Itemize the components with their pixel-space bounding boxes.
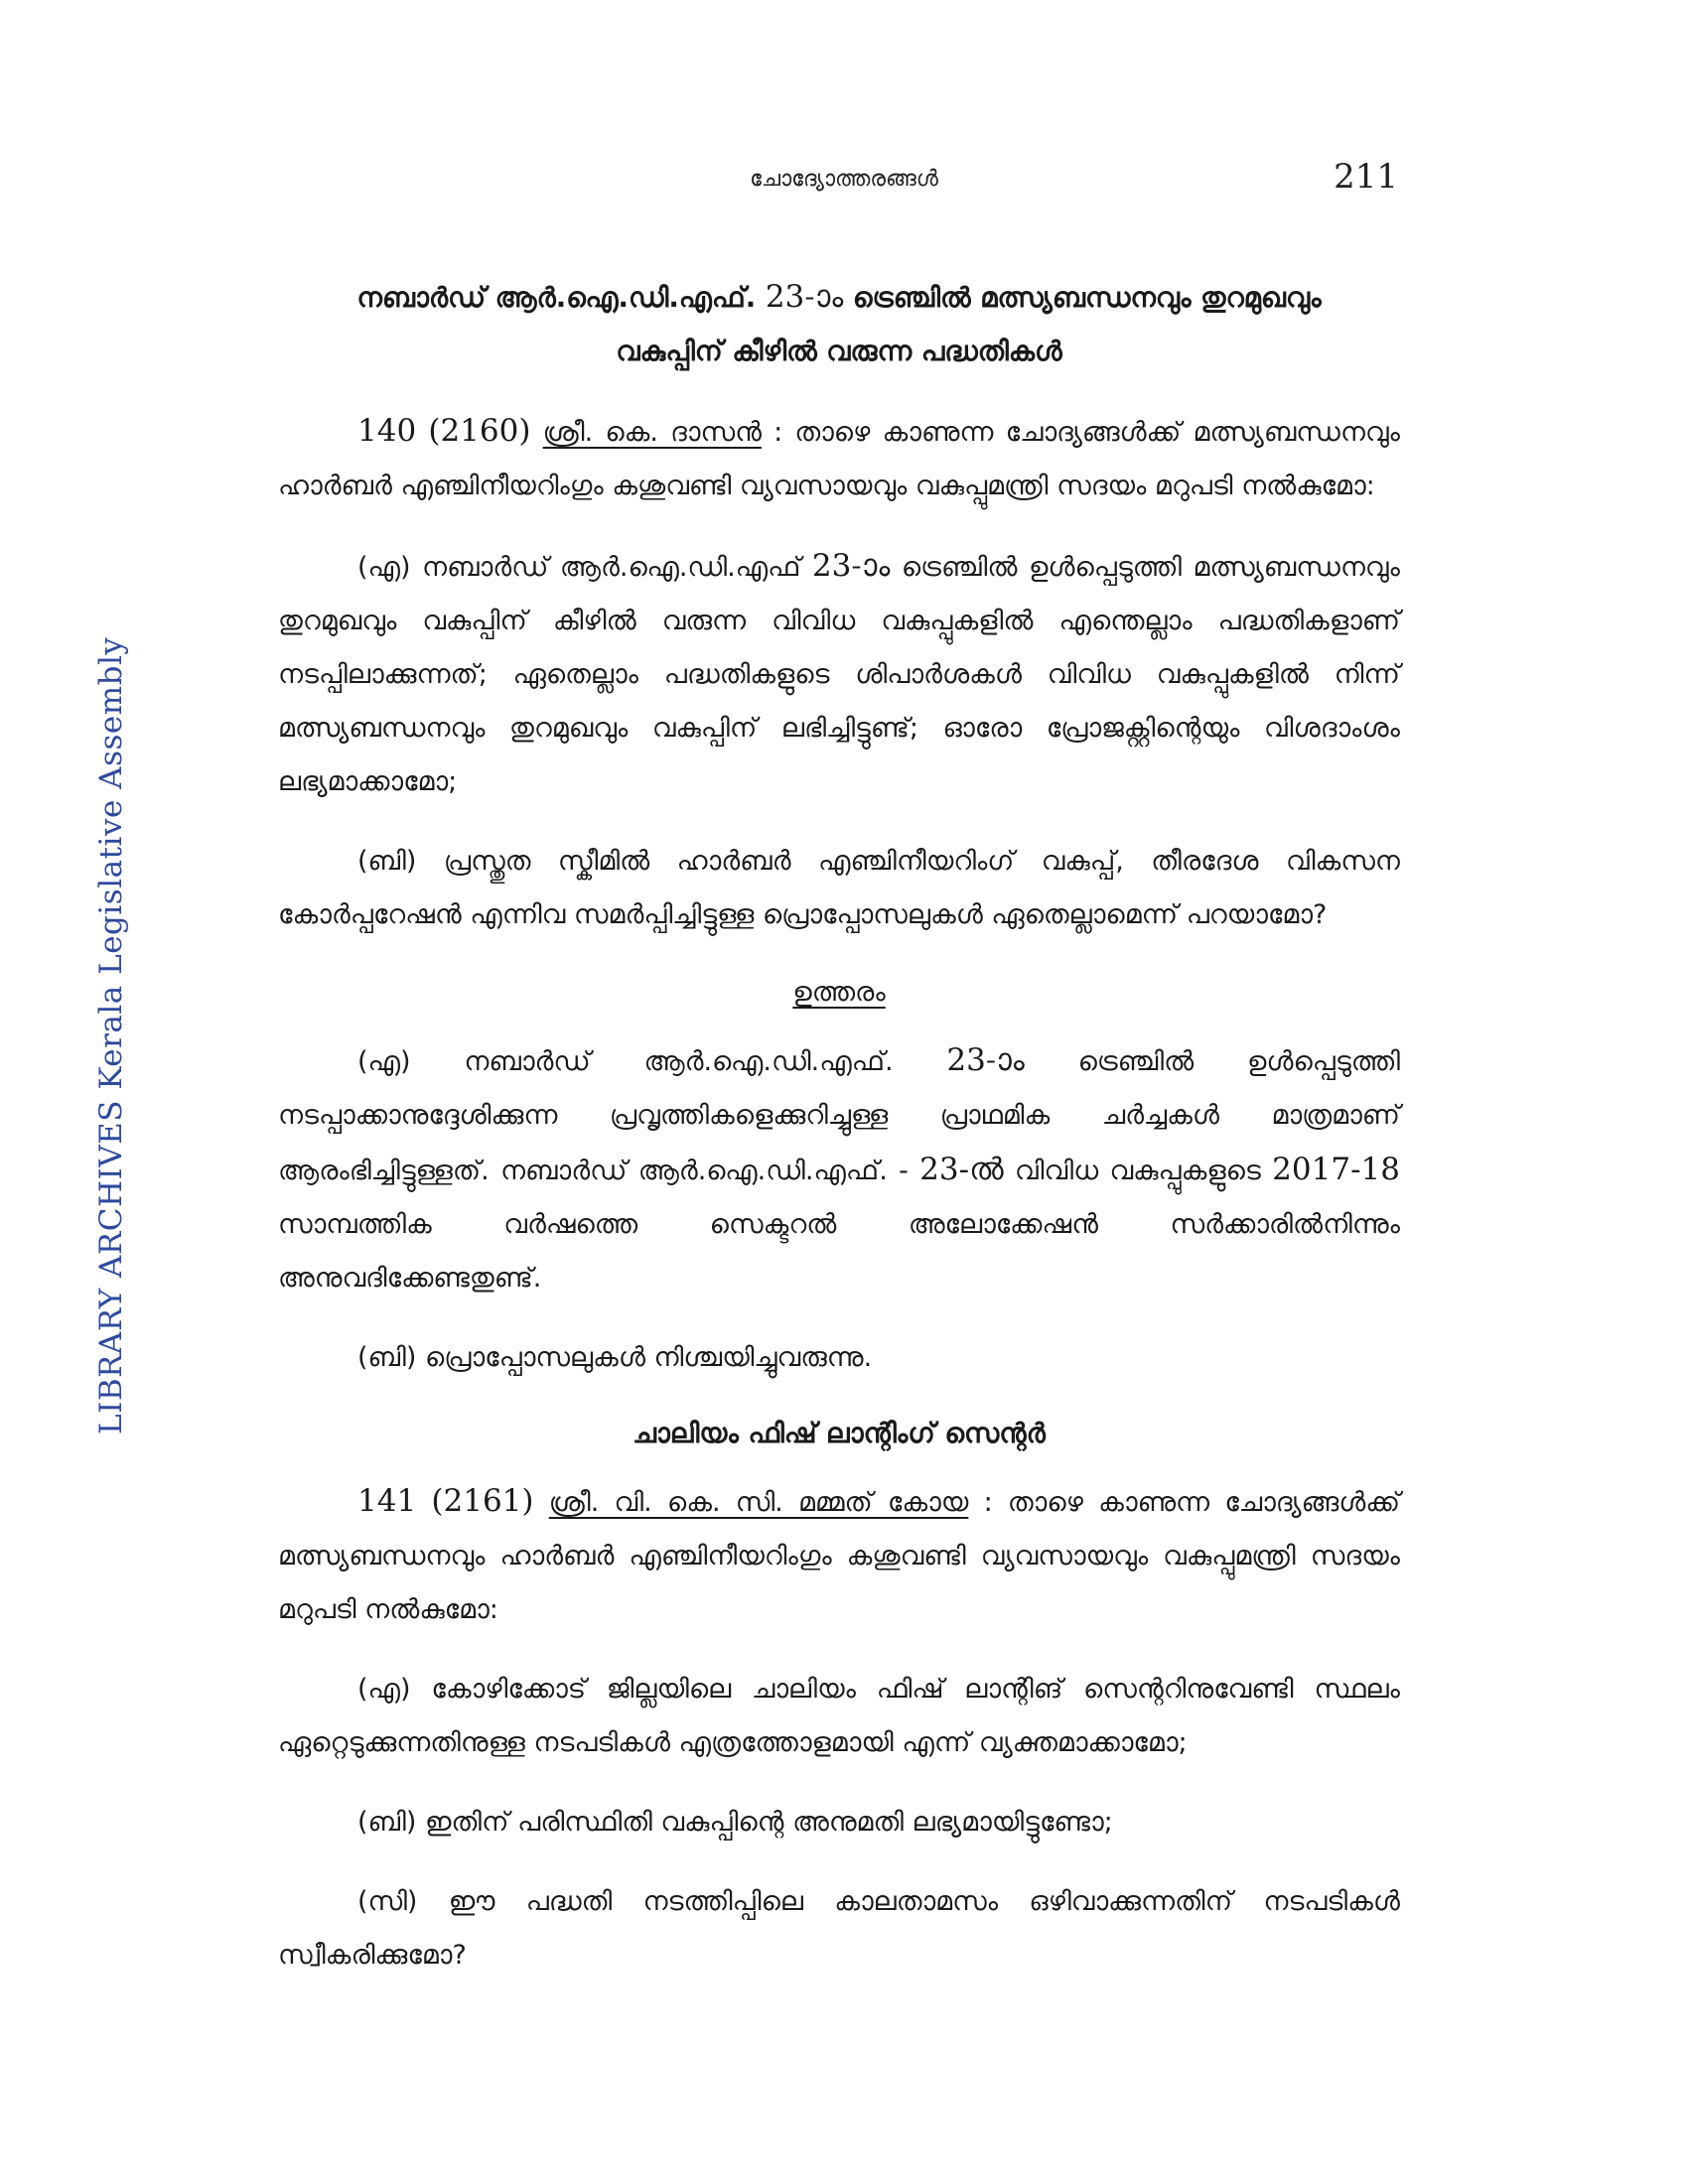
part-text: വിവിധ വകുപ്പുകളുടെ [1014, 1156, 1261, 1186]
part-text: നബാർഡ് ആർ.ഐ.ഡി.എഫ്. [464, 1046, 894, 1077]
question-ref: (2160) [428, 413, 531, 449]
question-141-part-a [278, 1663, 1400, 1770]
part-label: (ബി) [357, 846, 417, 877]
part-number: 23-ാം [811, 548, 891, 584]
question-141-heading: ചാലിയം ഫിഷ് ലാന്റിംഗ് സെന്റർ [633, 1418, 1046, 1449]
question-141-intro [278, 1474, 1400, 1637]
answer-title [278, 966, 1400, 1020]
heading-text: ട്രെഞ്ചിൽ മത്സ്യബന്ധനവും തുറമുഖവും [852, 282, 1322, 314]
question-number: 140 [357, 413, 417, 449]
member-name: ശ്രീ. കെ. ദാസൻ [542, 417, 762, 448]
part-label: (എ) [357, 1046, 411, 1077]
part-text: ഇതിന് പരിസ്ഥിതി വകുപ്പിന്റെ അനുമതി ലഭ്യമായിട്ടുണ്ടോ; [425, 1807, 1113, 1838]
part-label: (ബി) [357, 1342, 417, 1373]
archive-watermark: LIBRARY ARCHIVES Kerala Legislative Assembly [93, 636, 129, 1434]
part-text: സാമ്പത്തിക വർഷത്തെ സെക്ടറൽ അലോക്കേഷൻ സർക്കാരിൽനിന്നും അനുവദിക്കേണ്ടതുണ്ട്. [278, 1209, 1400, 1294]
part-text: നബാർഡ് ആർ.ഐ.ഡി.എഫ് [422, 552, 801, 583]
part-text: കോഴിക്കോട് ജില്ലയിലെ ചാലിയം ഫിഷ് ലാന്റിങ് സെന്ററിനുവേണ്ടി സ്ഥലം ഏറ്റെടുക്കുന്നതിനുള്ള നടപടികൾ എത്രത്തോളമായി എന്ന് വ്യക്തമാക്കാമോ; [278, 1674, 1400, 1758]
page-number: 211 [1334, 157, 1398, 197]
question-141-part-c [278, 1875, 1400, 1982]
answer-140-part-a [278, 1033, 1400, 1305]
part-text: പ്രൊപ്പോസലുകൾ നിശ്ചയിച്ചുവരുന്നു. [425, 1342, 873, 1373]
part-label: (സി) [357, 1886, 418, 1917]
part-text: ഈ പദ്ധതി നടത്തിപ്പിലെ കാലതാമസം ഒഴിവാക്കുന്നതിന് നടപടികൾ സ്വീകരിക്കുമോ? [278, 1886, 1400, 1971]
question-140-part-b [278, 835, 1400, 942]
page-content [278, 270, 1400, 1982]
heading-text: നബാർഡ് ആർ.ഐ.ഡി.എഫ്. [356, 282, 757, 314]
question-140-part-a [278, 539, 1400, 809]
part-text: പ്രസ്തുത സ്കീമിൽ ഹാർബർ എഞ്ചിനീയറിംഗ് വകുപ്പ്, തീരദേശ വികസന കോർപ്പറേഷൻ എന്നിവ സമർപ്പിച്ചിട്ടുള്ള പ്രൊപ്പോസലുകൾ ഏതെല്ലാമെന്ന് പറയാമോ? [278, 846, 1400, 930]
question-number: 141 [357, 1483, 417, 1519]
fiscal-year: 2017-18 [1272, 1152, 1400, 1187]
part-number: 23-ൽ [919, 1152, 1004, 1187]
part-text: ട്രെഞ്ചിൽ ഉൾപ്പെടുത്തി മത്സ്യബന്ധനവും തുറമുഖവും വകുപ്പിന് കീഴിൽ വരുന്ന വിവിധ വകുപ്പുകളിൽ എന്തെല്ലാം പദ്ധതികളാണ് നടപ്പിലാക്കുന്നത്; ഏതെല്ലാം പദ്ധതികളുടെ ശിപാർശകൾ വിവിധ വകുപ്പുകളിൽ നിന്ന് മത്സ്യബന്ധനവും തുറമുഖവും വകുപ്പിന് ലഭിച്ചിട്ടുണ്ട്; ഓരോ പ്രോജക്റ്റിന്റെയും വിശദാംശം ലഭ്യമാക്കാമോ; [278, 552, 1400, 797]
question-140-intro [278, 404, 1400, 513]
part-number: 23-ാം [946, 1042, 1025, 1078]
intro-text: : താഴെ കാണുന്ന ചോദ്യങ്ങൾക്ക് മത്സ്യബന്ധനവും ഹാർബർ എഞ്ചിനീയറിംഗും കശുവണ്ടി വ്യവസായവും വകുപ്പുമന്ത്രി സദയം മറുപടി നൽകുമോ: [278, 417, 1400, 501]
heading-text-line2: വകുപ്പിന് കീഴിൽ വരുന്ന പദ്ധതികൾ [616, 336, 1062, 367]
heading-number: 23-ാം [765, 279, 844, 315]
running-title: ചോദ്യോത്തരങ്ങൾ [750, 167, 938, 192]
question-140-heading [278, 270, 1400, 378]
member-name: ശ്രീ. വി. കെ. സി. മമ്മത് കോയ [548, 1487, 969, 1518]
answer-title-text: ഉത്തരം [792, 977, 886, 1008]
part-text: ട്രെഞ്ചിൽ ഉൾപ്പെടുത്തി നടപ്പാക്കാനുദ്ദേശിക്കുന്ന പ്രവൃത്തികളെക്കുറിച്ചുള്ള പ്രാഥമിക ചർച്ചകൾ മാത്രമാണ് ആരംഭിച്ചിട്ടുള്ളത്. നബാർഡ് ആർ.ഐ.ഡി.എഫ്. - [278, 1046, 1400, 1186]
question-ref: (2161) [431, 1483, 534, 1519]
answer-140-part-b [278, 1331, 1400, 1385]
question-141-part-b [278, 1796, 1400, 1849]
part-label: (എ) [357, 1674, 411, 1705]
part-label: (ബി) [357, 1807, 417, 1838]
part-label: (എ) [357, 552, 411, 583]
intro-text: : താഴെ കാണുന്ന ചോദ്യങ്ങൾക്ക് മത്സ്യബന്ധനവും ഹാർബർ എഞ്ചിനീയറിംഗും കശുവണ്ടി വ്യവസായവും വകുപ്പുമന്ത്രി സദയം മറുപടി നൽകുമോ: [278, 1487, 1401, 1625]
